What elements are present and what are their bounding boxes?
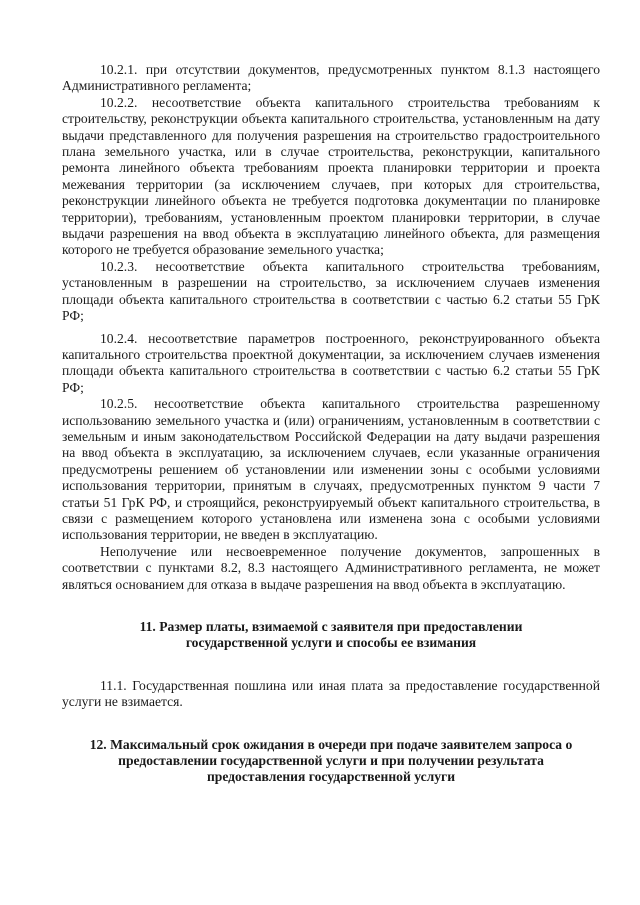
paragraph-10-2-3: 10.2.3. несоответствие объекта капитального строительства требованиям, установленным в разрешении на строительство, за исключением случаев изменения площади объекта капитального строительства в соответствии с частью 6.2 статьи 55 ГрК РФ; (62, 258, 600, 324)
paragraph-10-2-4: 10.2.4. несоответствие параметров построенного, реконструированного объекта капитального строительства проектной документации, за исключением случаев изменения площади объекта капитального строительства в соответствии с частью 6.2 статьи 55 ГрК РФ; (62, 330, 600, 395)
paragraph-11-1: 11.1. Государственная пошлина или иная плата за предоставление государственной услуги не взимается. (62, 677, 600, 710)
paragraph-10-2-1: 10.2.1. при отсутствии документов, предусмотренных пунктом 8.1.3 настоящего Административного регламента; (62, 62, 600, 94)
paragraph-10-2-5: 10.2.5. несоответствие объекта капитального строительства разрешенному использованию земельного участка и (или) ограничениям, установленным в соответствии с земельным и иным законодательством Российской Федерации на дату выдачи разрешения на ввод объекта в эксплуатацию, за исключением случаев, если указанные ограничения предусмотрены решением об установлении или изменении зоны с особыми условиями использования территории, принятым в случаях, предусмотренных пунктом 9 части 7 статьи 51 ГрК РФ, и строящийся, реконструируемый объект капитального строительства, в связи с размещением которого установлена или изменена зона с особыми условиями использования территории, не введен в эксплуатацию. (62, 396, 600, 543)
section-12-heading: 12. Максимальный срок ожидания в очереди при подаче заявителем запроса о предоставлении государственной услуги и при получении результата предоставления государственной услуги (89, 736, 573, 785)
section-11-heading: 11. Размер платы, взимаемой с заявителя при предоставлении государственной услуги и способы ее взимания (139, 619, 523, 651)
document-page (62, 62, 600, 786)
paragraph-10-2-2: 10.2.2. несоответствие объекта капитального строительства требованиям к строительству, реконструкции объекта капитального строительства, установленным на дату выдачи представленного для получения разрешения на строительство градостроительного плана земельного участка, или в случае строительства, реконструкции, капитального ремонта линейного объекта требованиям проекта планировки территории и проекта межевания территории (за исключением случаев, при которых для строительства, реконструкции линейного объекта не требуется подготовка документации по планировке территории), требованиям, установленным проектом планировки территории, в случае выдачи разрешения на ввод объекта в эксплуатацию линейного объекта, для размещения которого не требуется образование земельного участка; (62, 94, 600, 258)
paragraph-non-receipt: Неполучение или несвоевременное получение документов, запрошенных в соответствии с пунктами 8.2, 8.3 настоящего Административного регламента, не может являться основанием для отказа в выдаче разрешения на ввод объекта в эксплуатацию. (62, 543, 600, 592)
